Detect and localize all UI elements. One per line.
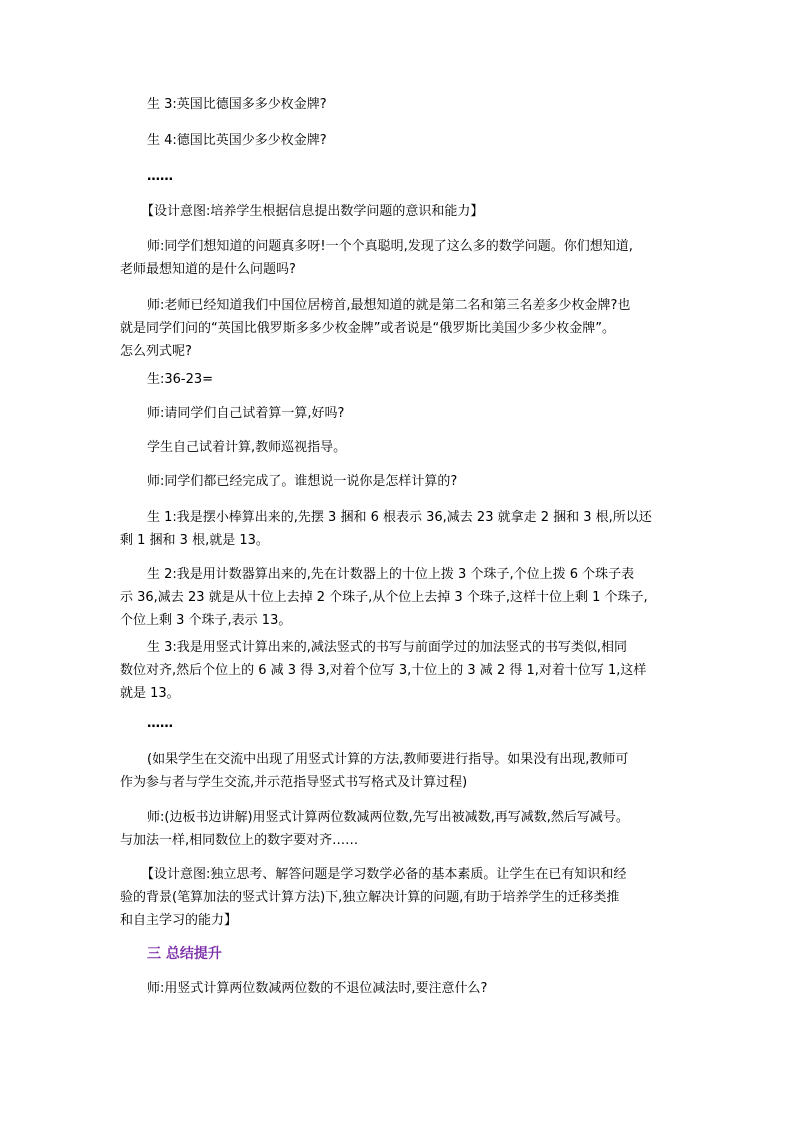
- design-intent-2-line-2: 验的背景(笔算加法的竖式计算方法)下,独立解决计算的问题,有助于培养学生的迁移类推: [120, 890, 620, 905]
- paragraph-student-3-line-1: 生 3:我是用竖式计算出来的,减法竖式的书写与前面学过的加法竖式的书写类似,相同: [147, 640, 628, 655]
- paragraph-teacher-2-line-1: 师:老师已经知道我们中国位居榜首,最想知道的就是第二名和第三名差多少枚金牌?也: [147, 298, 631, 313]
- design-intent-1: 【设计意图:培养学生根据信息提出数学问题的意识和能力】: [141, 204, 484, 219]
- paragraph-student-3-line-3: 就是 13。: [120, 686, 180, 701]
- paragraph-teacher-1-line-2: 老师最想知道的是什么问题吗?: [120, 262, 296, 277]
- paragraph-student-2-line-3: 个位上剩 3 个珠子,表示 13。: [120, 613, 292, 628]
- paragraph-student-3-question: 生 3:英国比德国多多少枚金牌?: [147, 97, 327, 112]
- paragraph-students-try: 学生自己试着计算,教师巡视指导。: [147, 440, 347, 455]
- paragraph-student-2-line-2: 示 36,减去 23 就是从十位上去掉 2 个珠子,从个位上去掉 3 个珠子,这样十位上剩 1 个珠子,: [120, 590, 648, 605]
- paragraph-note-line-2: 作为参与者与学生交流,并示范指导竖式书写格式及计算过程): [120, 775, 468, 790]
- paragraph-teacher-5-line-2: 与加法一样,相同数位上的数字要对齐……: [120, 833, 359, 848]
- paragraph-teacher-1-line-1: 师:同学们想知道的问题真多呀!一个个真聪明,发现了这么多的数学问题。你们想知道,: [147, 239, 633, 254]
- ellipsis-2: ……: [147, 716, 173, 731]
- paragraph-teacher-2-line-2: 就是同学们问的“英国比俄罗斯多多少枚金牌”或者说是“俄罗斯比美国少多少枚金牌”。: [120, 321, 615, 336]
- paragraph-student-3-line-2: 数位对齐,然后个位上的 6 减 3 得 3,对着个位写 3,十位上的 3 减 2 得 1,对着十位写 1,这样: [120, 663, 647, 678]
- paragraph-final-question: 师:用竖式计算两位数减两位数的不退位减法时,要注意什么?: [147, 981, 488, 996]
- paragraph-teacher-3: 师:请同学们自己试着算一算,好吗?: [147, 406, 345, 421]
- paragraph-student-expression: 生:36-23=: [147, 372, 214, 387]
- paragraph-student-1-line-1: 生 1:我是摆小棒算出来的,先摆 3 捆和 6 根表示 36,减去 23 就拿走 2 捆和 3 根,所以还: [147, 510, 652, 525]
- paragraph-teacher-5-line-1: 师:(边板书边讲解)用竖式计算两位数减两位数,先写出被减数,再写减数,然后写减号。: [147, 810, 629, 825]
- paragraph-student-4-question: 生 4:德国比英国少多少枚金牌?: [147, 133, 327, 148]
- paragraph-teacher-4: 师:同学们都已经完成了。谁想说一说你是怎样计算的?: [147, 474, 458, 489]
- design-intent-2-line-1: 【设计意图:独立思考、解答问题是学习数学必备的基本素质。让学生在已有知识和经: [141, 867, 627, 882]
- ellipsis-1: ……: [147, 169, 173, 184]
- paragraph-teacher-2-line-3: 怎么列式呢?: [120, 344, 192, 359]
- paragraph-student-2-line-1: 生 2:我是用计数器算出来的,先在计数器上的十位上拨 3 个珠子,个位上拨 6 个珠子表: [147, 567, 635, 582]
- paragraph-student-1-line-2: 剩 1 捆和 3 根,就是 13。: [120, 533, 269, 548]
- design-intent-2-line-3: 和自主学习的能力】: [120, 913, 238, 928]
- section-heading-summary: 三 总结提升: [147, 946, 222, 962]
- paragraph-note-line-1: (如果学生在交流中出现了用竖式计算的方法,教师要进行指导。如果没有出现,教师可: [147, 752, 629, 767]
